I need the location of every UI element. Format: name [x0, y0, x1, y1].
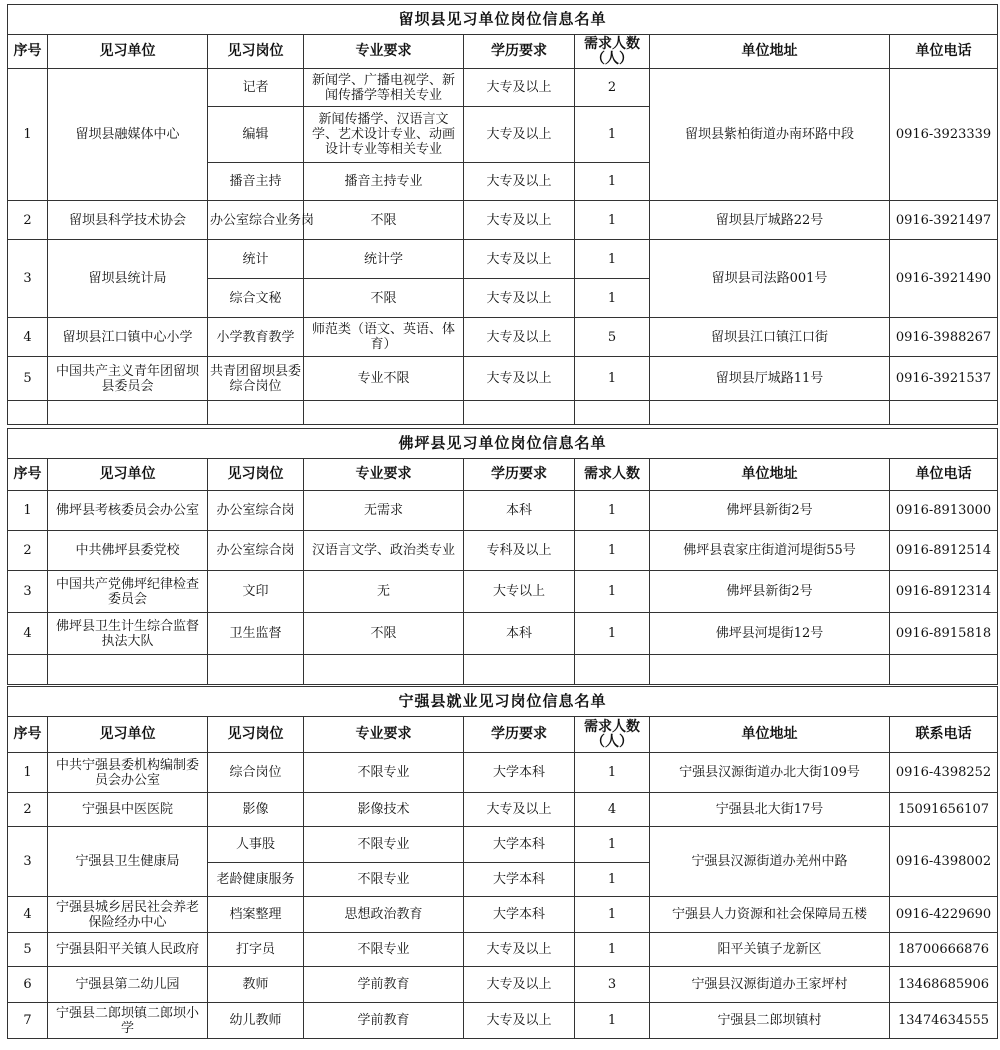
- cell-count: 1: [575, 827, 650, 863]
- cell-address: 阳平关镇子龙新区: [650, 933, 890, 967]
- table-row: [8, 613, 998, 655]
- table-row: [8, 69, 998, 107]
- cell-unit: 中共宁强县委机构编制委员会办公室: [48, 753, 208, 793]
- table-row: [8, 491, 998, 531]
- ningqiang-title: 宁强县就业见习岗位信息名单: [8, 687, 998, 717]
- cell-address: 留坝县紫柏街道办南环路中段: [650, 69, 890, 201]
- cell-post: 打字员: [208, 933, 304, 967]
- cell-major: 不限专业: [304, 753, 464, 793]
- cell-major: 新闻学、广播电视学、新闻传播学等相关专业: [304, 69, 464, 107]
- foping-header-row: [8, 459, 998, 491]
- cell-unit: 宁强县阳平关镇人民政府: [48, 933, 208, 967]
- cell-address: 佛坪县河堤街12号: [650, 613, 890, 655]
- cell-count: 1: [575, 107, 650, 163]
- col-header-count: 需求人数（人）: [575, 35, 650, 69]
- cell-count: 1: [575, 357, 650, 401]
- cell-no: 3: [8, 571, 48, 613]
- cell-unit: 宁强县二郎坝镇二郎坝小学: [48, 1003, 208, 1039]
- cell-phone: 0916-8915818: [890, 613, 998, 655]
- col-header-address: 单位地址: [650, 717, 890, 753]
- col-header-major: 专业要求: [304, 459, 464, 491]
- cell-edu: 大专及以上: [464, 933, 575, 967]
- cell-no: 4: [8, 897, 48, 933]
- cell-no: 5: [8, 933, 48, 967]
- cell-address: 佛坪县新街2号: [650, 491, 890, 531]
- cell-phone: 13474634555: [890, 1003, 998, 1039]
- cell-no: 4: [8, 318, 48, 357]
- cell-edu: 大专以上: [464, 571, 575, 613]
- cell-no: 1: [8, 69, 48, 201]
- foping-table: [7, 428, 998, 685]
- cell-address: 佛坪县袁家庄街道河堤街55号: [650, 531, 890, 571]
- cell-major: 不限: [304, 201, 464, 240]
- table-row: [8, 318, 998, 357]
- cell-phone: 0916-3921497: [890, 201, 998, 240]
- cell-major: 学前教育: [304, 1003, 464, 1039]
- cell-no: 1: [8, 491, 48, 531]
- cell-edu: 大专及以上: [464, 201, 575, 240]
- cell-phone: 13468685906: [890, 967, 998, 1003]
- cell-address: 宁强县北大街17号: [650, 793, 890, 827]
- cell-phone: 18700666876: [890, 933, 998, 967]
- cell-major: 不限专业: [304, 863, 464, 897]
- cell-unit: 留坝县江口镇中心小学: [48, 318, 208, 357]
- cell-no: 7: [8, 1003, 48, 1039]
- cell-count: 1: [575, 491, 650, 531]
- cell-unit: 中共佛坪县委党校: [48, 531, 208, 571]
- cell-edu: 大专及以上: [464, 1003, 575, 1039]
- cell-major: 无需求: [304, 491, 464, 531]
- cell-no: 2: [8, 531, 48, 571]
- table-row: [8, 933, 998, 967]
- cell-no: 1: [8, 753, 48, 793]
- cell-post: 记者: [208, 69, 304, 107]
- col-header-unit: 见习单位: [48, 717, 208, 753]
- table-row: [8, 240, 998, 279]
- cell-no: 3: [8, 240, 48, 318]
- cell-unit: 宁强县卫生健康局: [48, 827, 208, 897]
- cell-count: 1: [575, 1003, 650, 1039]
- cell-post: 统计: [208, 240, 304, 279]
- cell-address: 宁强县人力资源和社会保障局五楼: [650, 897, 890, 933]
- col-header-address: 单位地址: [650, 459, 890, 491]
- cell-edu: 大专及以上: [464, 318, 575, 357]
- cell-edu: 大学本科: [464, 897, 575, 933]
- cell-address: 宁强县汉源街道办羌州中路: [650, 827, 890, 897]
- cell-phone: 0916-3923339: [890, 69, 998, 201]
- blank-row: [8, 401, 998, 425]
- cell-address: 宁强县汉源街道办王家坪村: [650, 967, 890, 1003]
- foping-title: 佛坪县见习单位岗位信息名单: [8, 429, 998, 459]
- cell-unit: 留坝县统计局: [48, 240, 208, 318]
- cell-major: 统计学: [304, 240, 464, 279]
- col-header-phone: 单位电话: [890, 35, 998, 69]
- cell-count: 1: [575, 201, 650, 240]
- cell-edu: 大专及以上: [464, 357, 575, 401]
- col-header-count: 需求人数（人）: [575, 717, 650, 753]
- col-header-no: 序号: [8, 459, 48, 491]
- cell-post: 老龄健康服务: [208, 863, 304, 897]
- cell-unit: 宁强县第二幼儿园: [48, 967, 208, 1003]
- cell-edu: 本科: [464, 613, 575, 655]
- cell-post: 卫生监督: [208, 613, 304, 655]
- cell-major: 新闻传播学、汉语言文学、艺术设计专业、动画设计专业等相关专业: [304, 107, 464, 163]
- liuba-table: [7, 4, 998, 425]
- cell-edu: 大专及以上: [464, 107, 575, 163]
- cell-edu: 大专及以上: [464, 967, 575, 1003]
- cell-post: 人事股: [208, 827, 304, 863]
- col-header-post: 见习岗位: [208, 35, 304, 69]
- table-row: [8, 357, 998, 401]
- cell-major: 专业不限: [304, 357, 464, 401]
- cell-count: 5: [575, 318, 650, 357]
- cell-post: 综合文秘: [208, 279, 304, 318]
- table-row: [8, 201, 998, 240]
- cell-phone: 0916-8913000: [890, 491, 998, 531]
- cell-count: 1: [575, 863, 650, 897]
- col-header-no: 序号: [8, 717, 48, 753]
- cell-phone: 0916-3921490: [890, 240, 998, 318]
- cell-post: 小学教育教学: [208, 318, 304, 357]
- table-row: [8, 793, 998, 827]
- col-header-edu: 学历要求: [464, 459, 575, 491]
- cell-count: 4: [575, 793, 650, 827]
- cell-no: 4: [8, 613, 48, 655]
- cell-phone: 0916-3988267: [890, 318, 998, 357]
- cell-phone: 0916-8912514: [890, 531, 998, 571]
- table-row: [8, 753, 998, 793]
- liuba-title: 留坝县见习单位岗位信息名单: [8, 5, 998, 35]
- cell-unit: 中国共产主义青年团留坝县委员会: [48, 357, 208, 401]
- cell-count: 1: [575, 571, 650, 613]
- cell-phone: 0916-8912314: [890, 571, 998, 613]
- col-header-major: 专业要求: [304, 717, 464, 753]
- cell-unit: 佛坪县卫生计生综合监督执法大队: [48, 613, 208, 655]
- cell-edu: 大学本科: [464, 827, 575, 863]
- cell-edu: 大专及以上: [464, 69, 575, 107]
- cell-post: 文印: [208, 571, 304, 613]
- cell-unit: 中国共产党佛坪纪律检查委员会: [48, 571, 208, 613]
- cell-count: 2: [575, 69, 650, 107]
- table-row: [8, 531, 998, 571]
- cell-address: 宁强县汉源街道办北大街109号: [650, 753, 890, 793]
- cell-major: 无: [304, 571, 464, 613]
- cell-post: 办公室综合岗: [208, 531, 304, 571]
- cell-post: 教师: [208, 967, 304, 1003]
- cell-count: 1: [575, 279, 650, 318]
- cell-major: 师范类（语文、英语、体育）: [304, 318, 464, 357]
- table-row: [8, 827, 998, 863]
- cell-edu: 大专及以上: [464, 240, 575, 279]
- col-header-edu: 学历要求: [464, 35, 575, 69]
- cell-count: 1: [575, 897, 650, 933]
- cell-unit: 留坝县融媒体中心: [48, 69, 208, 201]
- cell-address: 留坝县厅城路11号: [650, 357, 890, 401]
- cell-major: 不限专业: [304, 827, 464, 863]
- liuba-header-row: [8, 35, 998, 69]
- cell-edu: 大专及以上: [464, 793, 575, 827]
- col-header-count: 需求人数: [575, 459, 650, 491]
- cell-count: 1: [575, 753, 650, 793]
- cell-edu: 大学本科: [464, 863, 575, 897]
- col-header-post: 见习岗位: [208, 717, 304, 753]
- cell-no: 5: [8, 357, 48, 401]
- cell-address: 宁强县二郎坝镇村: [650, 1003, 890, 1039]
- cell-unit: 宁强县中医医院: [48, 793, 208, 827]
- cell-post: 档案整理: [208, 897, 304, 933]
- cell-edu: 本科: [464, 491, 575, 531]
- cell-address: 留坝县江口镇江口街: [650, 318, 890, 357]
- cell-post: 播音主持: [208, 163, 304, 201]
- cell-address: 留坝县司法路001号: [650, 240, 890, 318]
- table-row: [8, 897, 998, 933]
- cell-phone: 0916-4398252: [890, 753, 998, 793]
- cell-address: 佛坪县新街2号: [650, 571, 890, 613]
- cell-major: 不限: [304, 613, 464, 655]
- cell-edu: 大专及以上: [464, 163, 575, 201]
- cell-phone: 0916-3921537: [890, 357, 998, 401]
- cell-count: 1: [575, 163, 650, 201]
- cell-address: 留坝县厅城路22号: [650, 201, 890, 240]
- cell-count: 1: [575, 531, 650, 571]
- ningqiang-table: [7, 686, 998, 1039]
- cell-edu: 大学本科: [464, 753, 575, 793]
- cell-post: 编辑: [208, 107, 304, 163]
- blank-row: [8, 655, 998, 685]
- cell-major: 思想政治教育: [304, 897, 464, 933]
- cell-edu: 专科及以上: [464, 531, 575, 571]
- cell-phone: 0916-4398002: [890, 827, 998, 897]
- cell-no: 2: [8, 793, 48, 827]
- cell-no: 3: [8, 827, 48, 897]
- cell-major: 汉语言文学、政治类专业: [304, 531, 464, 571]
- cell-post: 共青团留坝县委综合岗位: [208, 357, 304, 401]
- cell-major: 学前教育: [304, 967, 464, 1003]
- cell-major: 影像技术: [304, 793, 464, 827]
- cell-unit: 佛坪县考核委员会办公室: [48, 491, 208, 531]
- col-header-unit: 见习单位: [48, 459, 208, 491]
- col-header-major: 专业要求: [304, 35, 464, 69]
- cell-count: 1: [575, 933, 650, 967]
- cell-unit: 留坝县科学技术协会: [48, 201, 208, 240]
- col-header-phone: 单位电话: [890, 459, 998, 491]
- ningqiang-header-row: [8, 717, 998, 753]
- cell-major: 播音主持专业: [304, 163, 464, 201]
- col-header-post: 见习岗位: [208, 459, 304, 491]
- table-row: [8, 571, 998, 613]
- cell-edu: 大专及以上: [464, 279, 575, 318]
- cell-count: 1: [575, 240, 650, 279]
- table-row: [8, 967, 998, 1003]
- col-header-edu: 学历要求: [464, 717, 575, 753]
- cell-post: 综合岗位: [208, 753, 304, 793]
- col-header-phone: 联系电话: [890, 717, 998, 753]
- cell-post: 办公室综合岗: [208, 491, 304, 531]
- cell-phone: 15091656107: [890, 793, 998, 827]
- cell-post: 影像: [208, 793, 304, 827]
- cell-count: 1: [575, 613, 650, 655]
- cell-phone: 0916-4229690: [890, 897, 998, 933]
- cell-major: 不限: [304, 279, 464, 318]
- cell-post: 办公室综合业务岗: [208, 201, 304, 240]
- cell-post: 幼儿教师: [208, 1003, 304, 1039]
- table-row: [8, 1003, 998, 1039]
- col-header-unit: 见习单位: [48, 35, 208, 69]
- cell-count: 3: [575, 967, 650, 1003]
- cell-no: 6: [8, 967, 48, 1003]
- col-header-no: 序号: [8, 35, 48, 69]
- cell-unit: 宁强县城乡居民社会养老保险经办中心: [48, 897, 208, 933]
- cell-major: 不限专业: [304, 933, 464, 967]
- cell-no: 2: [8, 201, 48, 240]
- col-header-address: 单位地址: [650, 35, 890, 69]
